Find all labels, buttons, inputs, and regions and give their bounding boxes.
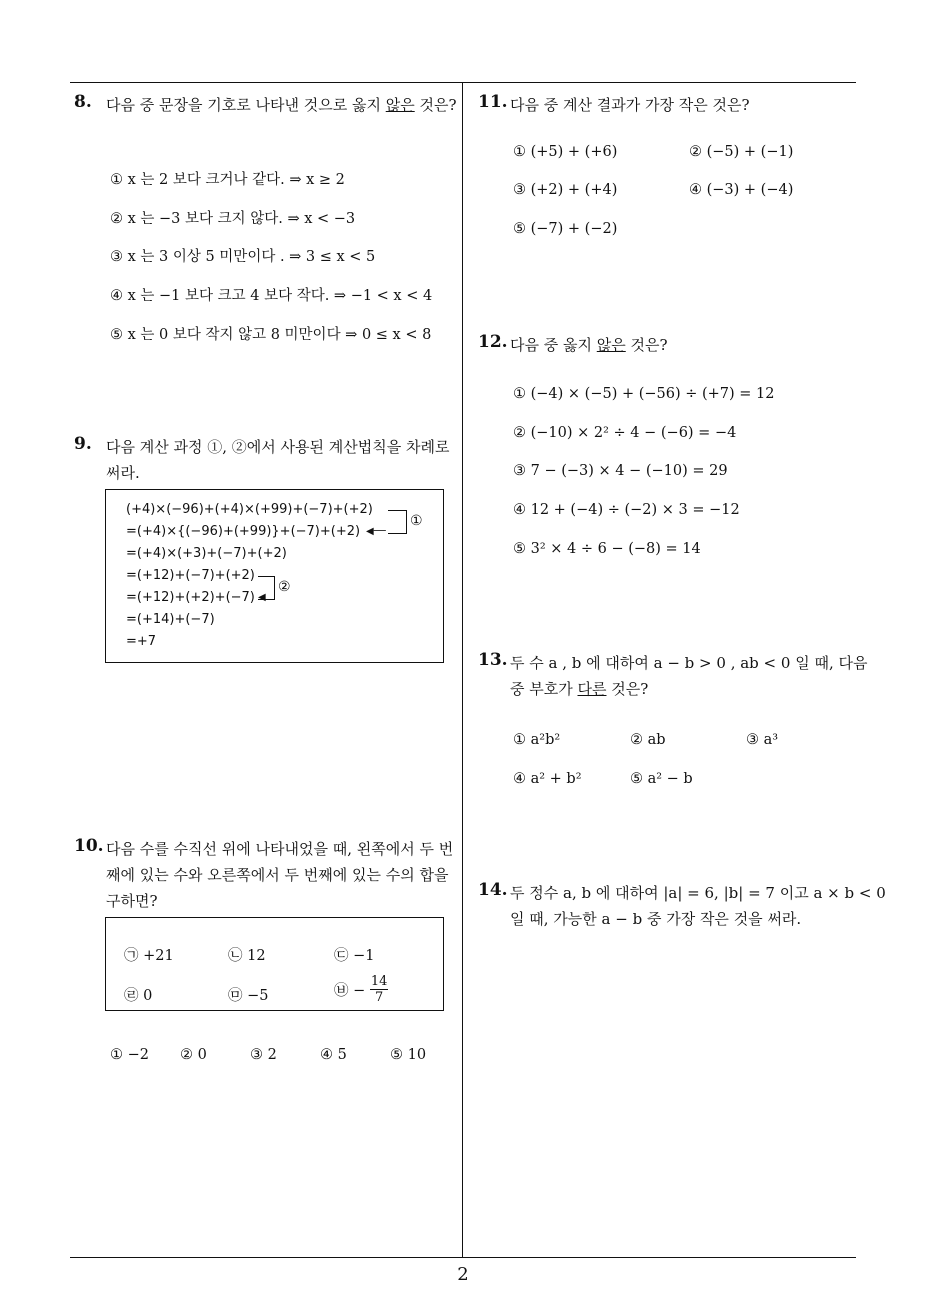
option-1[interactable]: ① x 는 2 보다 크거나 같다. ⇒ x ≥ 2: [110, 172, 345, 188]
step-label-1: ①: [410, 513, 423, 529]
question-9: [74, 434, 458, 490]
option-2[interactable]: ② x 는 −3 보다 크지 않다. ⇒ x < −3: [110, 211, 356, 227]
option-1[interactable]: ① (−4) × (−5) + (−56) ÷ (+7) = 12: [513, 386, 775, 402]
option-2[interactable]: ② (−5) + (−1): [689, 144, 794, 160]
option-1[interactable]: ① (+5) + (+6): [513, 144, 618, 160]
bottom-rule: [70, 1257, 856, 1258]
number-item: ㉠ +21: [124, 948, 174, 964]
question-number: 11.: [478, 92, 508, 112]
option-4[interactable]: ④ 5: [320, 1047, 347, 1063]
question-number: 8.: [74, 92, 92, 112]
option-3[interactable]: ③ 2: [250, 1047, 277, 1063]
option-2[interactable]: ② (−10) × 2² ÷ 4 − (−6) = −4: [513, 425, 737, 441]
question-8: [74, 92, 458, 352]
underlined-word: 않은: [596, 336, 626, 354]
question-number: 10.: [74, 836, 104, 856]
option-2[interactable]: ② 0: [180, 1047, 207, 1063]
bracket-1: [388, 510, 407, 534]
fraction: $\frac{14}{7}$: [370, 974, 388, 1005]
number-item-fraction: ㉥ − $\frac{14}{7}$: [334, 974, 388, 1005]
number-item: ㉢ −1: [334, 948, 375, 964]
arrow-left-icon: ◀: [258, 592, 266, 603]
question-number: 13.: [478, 650, 508, 670]
calc-line: =(+4)×(+3)+(−7)+(+2): [126, 546, 287, 561]
option-5[interactable]: ⑤ 10: [390, 1047, 427, 1063]
underlined-word: 다른: [577, 680, 607, 698]
page-number: 2: [457, 1264, 469, 1285]
option-5[interactable]: ⑤ 3² × 4 ÷ 6 − (−8) = 14: [513, 541, 701, 557]
question-text: 다음 중 계산 결과가 가장 작은 것은?: [510, 96, 750, 114]
option-4[interactable]: ④ a² + b²: [513, 771, 582, 787]
option-5[interactable]: ⑤ x 는 0 보다 작지 않고 8 미만이다 ⇒ 0 ≤ x < 8: [110, 327, 432, 343]
option-2[interactable]: ② ab: [630, 732, 666, 748]
question-text: 다음 수를 수직선 위에 나타내었을 때, 왼쪽에서 두 번째에 있는 수와 오른쪽에서 두 번째에 있는 수의 합을 구하면?: [106, 840, 454, 910]
question-14: [478, 880, 886, 936]
calc-line: =(+12)+(−7)+(+2): [126, 568, 255, 583]
option-4[interactable]: ④ (−3) + (−4): [689, 182, 794, 198]
option-1[interactable]: ① a²b²: [513, 732, 561, 748]
column-divider: [462, 82, 463, 1258]
step-label-2: ②: [278, 579, 291, 595]
option-4[interactable]: ④ x 는 −1 보다 크고 4 보다 작다. ⇒ −1 < x < 4: [110, 288, 433, 304]
calc-line: =(+12)+(+2)+(−7): [126, 590, 255, 605]
question-12: [478, 332, 862, 562]
calc-line: =(+14)+(−7): [126, 612, 215, 627]
calc-line: =+7: [126, 634, 157, 649]
option-5[interactable]: ⑤ a² − b: [630, 771, 693, 787]
number-item: ㉡ 12: [228, 948, 266, 964]
option-3[interactable]: ③ 7 − (−3) × 4 − (−10) = 29: [513, 463, 728, 479]
underlined-word: 않은: [385, 96, 415, 114]
option-3[interactable]: ③ (+2) + (+4): [513, 182, 618, 198]
question-text: 두 정수 a, b 에 대하여 |a| = 6, |b| = 7 이고 a × b < 0 일 때, 가능한 a − b 중 가장 작은 것을 써라.: [510, 884, 886, 928]
option-1[interactable]: ① −2: [110, 1047, 149, 1063]
question-11: [478, 92, 862, 242]
option-3[interactable]: ③ a³: [746, 732, 779, 748]
calc-line: (+4)×(−96)+(+4)×(+99)+(−7)+(+2): [126, 502, 373, 517]
question-text: 다음 중 옳지 않은 것은?: [510, 336, 668, 354]
question-text: 다음 계산 과정 ①, ②에서 사용된 계산법칙을 차례로 써라.: [106, 438, 450, 482]
calc-line: =(+4)×{(−96)+(+99)}+(−7)+(+2): [126, 524, 361, 539]
question-number: 14.: [478, 880, 508, 900]
question-number: 9.: [74, 434, 92, 454]
question-10: [74, 836, 458, 916]
question-text: 두 수 a , b 에 대하여 a − b > 0 , ab < 0 일 때, 다음 중 부호가 다른 것은?: [510, 654, 868, 698]
calculation-box: [105, 489, 444, 663]
top-rule: [70, 82, 856, 83]
arrow-left-icon: ◀──: [366, 526, 386, 537]
option-3[interactable]: ③ x 는 3 이상 5 미만이다 . ⇒ 3 ≤ x < 5: [110, 249, 376, 265]
number-box: [105, 917, 444, 1011]
option-5[interactable]: ⑤ (−7) + (−2): [513, 221, 618, 237]
number-item: ㉣ 0: [124, 988, 153, 1004]
number-item: ㉤ −5: [228, 988, 269, 1004]
question-text: 다음 중 문장을 기호로 나타낸 것으로 옳지 않은 것은?: [106, 96, 457, 114]
option-4[interactable]: ④ 12 + (−4) ÷ (−2) × 3 = −12: [513, 502, 740, 518]
question-13: [478, 650, 868, 795]
question-number: 12.: [478, 332, 508, 352]
